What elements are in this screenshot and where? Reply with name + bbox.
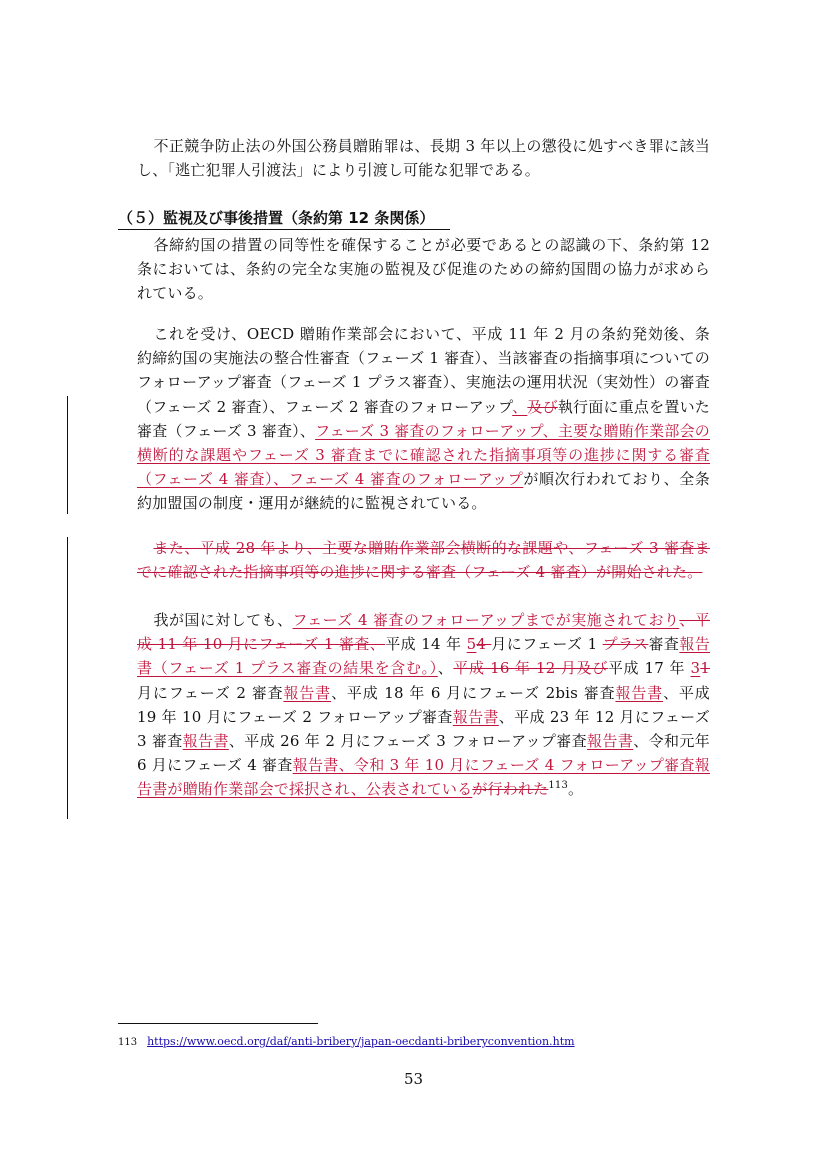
paragraph-phase4-start	[137, 536, 710, 584]
deleted-text: プラス	[602, 635, 649, 654]
inserted-text: 、	[512, 397, 528, 416]
change-bar	[67, 396, 68, 514]
deleted-text: 及び	[527, 397, 558, 416]
inserted-text: 報告書、令和 3 年 10 月にフェーズ 4 フォローアップ審査報告書が贈賄作業部会で採択され、公表されている	[137, 756, 710, 799]
inserted-text: 報告書	[587, 732, 634, 751]
inserted-text: 5	[466, 635, 477, 654]
deleted-text: また、平成 28 年より、主要な贈賄作業部会横断的な課題や、フェーズ 3 審査までに確認された指摘事項等の進捗に関する審査（フェーズ 4 審査）が開始された。	[137, 539, 710, 582]
inserted-text: 報告書（フェーズ 1 プラス審査の結果を含む。）	[137, 635, 710, 678]
footnote-number: 113	[118, 1037, 138, 1048]
footnote-reference[interactable]: 113	[548, 780, 569, 792]
inserted-text: 3	[690, 659, 701, 678]
paragraph-working-group: これを受け、OECD 贈賄作業部会において、平成 11 年 2 月の条約発効後、条約締約国の実施法の整合性審査（フェーズ 1 審査）、当該審査の指摘事項についてのフォローアップ審査（フェーズ 1 プラス審査）、実施法の運用状況（実効性）の審査（フェーズ 2 審査）、フェーズ 2 審査のフォローアップ、及び執行面に重点を置いた審査（フェーズ 3 審査）、フェーズ 3 審査のフォローアップ、主要な贈賄作業部会の横断的な課題やフェーズ 3 審査までに確認された指摘事項等の進捗に関する審査（フェーズ 4 審査）、フェーズ 4 審査のフォローアップが順次行われており、全条約加盟国の制度・運用が継続的に監視されている。	[137, 325, 710, 513]
deleted-text: 4	[476, 635, 492, 654]
paragraph-japan-reviews: 我が国に対しても、フェーズ 4 審査のフォローアップまでが実施されており、平成 11 年 10 月にフェーズ 1 審査、平成 14 年 54 月にフェーズ 1 プラス審査報告書（フェーズ 1 プラス審査の結果を含む。）、平成 16 年 12 月及び平成 17 年 31 月にフェーズ 2 審査報告書、平成 18 年 6 月にフェーズ 2bis 審査報告書、平成 19 年 10 月にフェーズ 2 フォローアップ審査報告書、平成 23 年 12 月にフェーズ 3 審査報告書、平成 26 年 2 月にフェーズ 3 フォローアップ審査報告書、令和元年 6 月にフェーズ 4 審査報告書、令和 3 年 10 月にフェーズ 4 フォローアップ審査報告書が贈賄作業部会で採択され、公表されているが行われた$^{113}$。	[137, 611, 710, 799]
paragraph-article-12: 各締約国の措置の同等性を確保することが必要であるとの認識の下、条約第 12 条においては、条約の完全な実施の監視及び促進のための締約国間の協力が求められている。	[137, 236, 710, 303]
footnote-separator	[118, 1023, 318, 1024]
deleted-text: 平成 16 年 12 月及び	[453, 659, 608, 678]
change-bar	[67, 537, 68, 819]
inserted-text: フェーズ 4 審査のフォローアップまでが実施されており	[292, 611, 680, 629]
inserted-text: 報告書	[615, 683, 664, 702]
section-heading: （５）監視及び事後措置（条約第 12 条関係）	[118, 207, 450, 230]
footnote-link[interactable]: https://www.oecd.org/daf/anti-bribery/japan-oecdanti-briberyconvention.htm	[147, 1035, 575, 1048]
deleted-text: が行われた	[472, 780, 549, 799]
deleted-text: 1	[700, 659, 710, 678]
inserted-text: フェーズ 3 審査のフォローアップ、主要な贈賄作業部会の横断的な課題やフェーズ 3 審査までに確認された指摘事項等の進捗に関する審査（フェーズ 4 審査）、フェーズ 4 審査のフォローアップ	[137, 421, 710, 489]
deleted-text: 、平成 11 年 10 月にフェーズ 1 審査、	[137, 611, 710, 654]
page-number: 53	[403, 1070, 424, 1088]
inserted-text: 報告書	[283, 683, 332, 702]
footnote	[118, 1035, 575, 1048]
inserted-text: 報告書	[182, 732, 229, 751]
paragraph-extradition: 不正競争防止法の外国公務員贈賄罪は、長期 3 年以上の懲役に処すべき罪に該当し、「逃亡犯罪人引渡法」により引渡し可能な犯罪である。	[137, 137, 710, 180]
inserted-text: 報告書	[452, 707, 499, 726]
